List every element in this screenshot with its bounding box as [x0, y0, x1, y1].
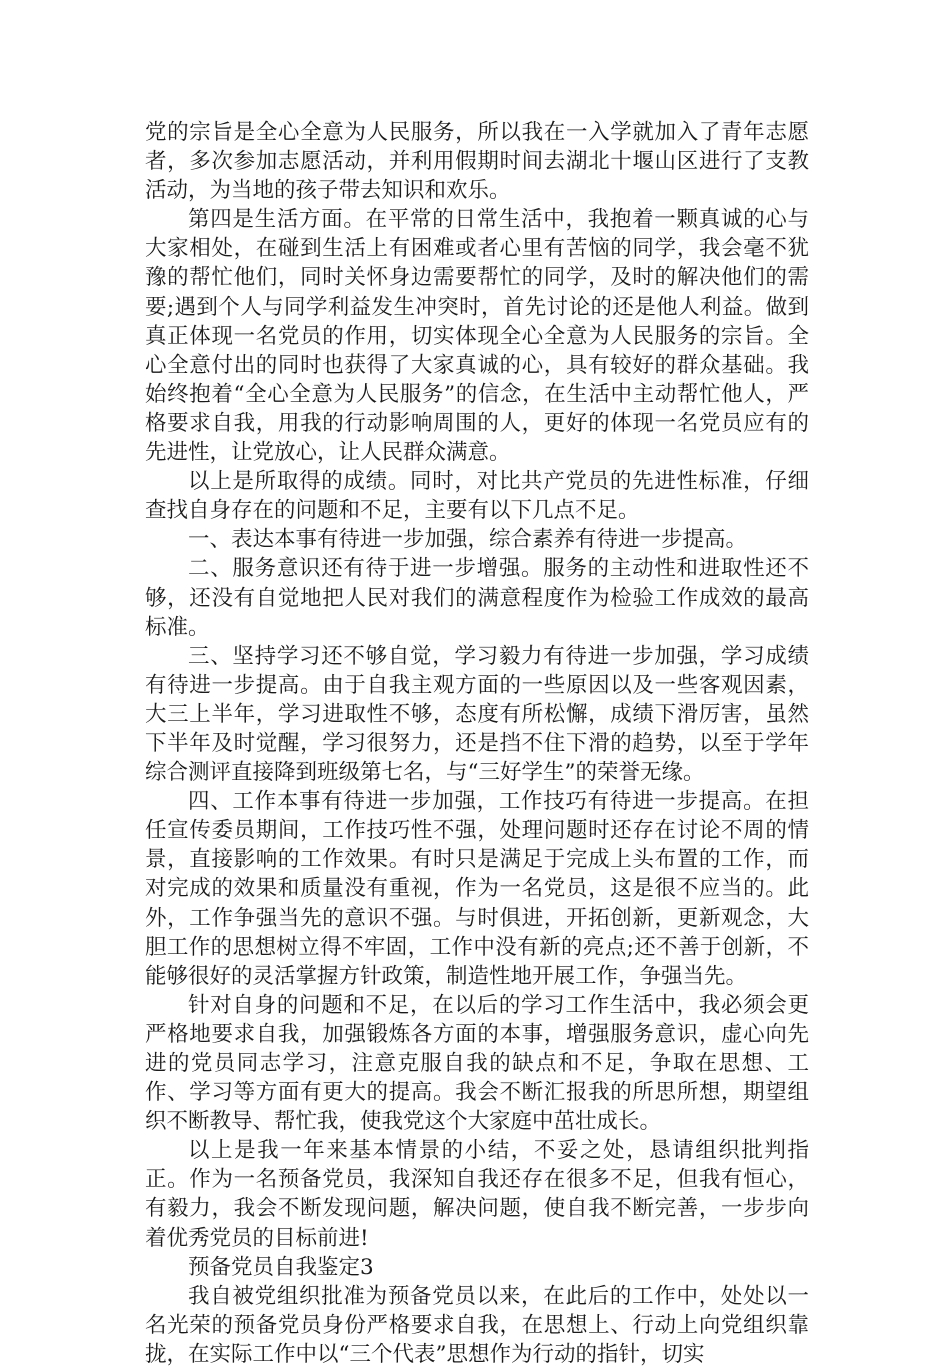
- section-title: 预备党员自我鉴定3: [188, 1254, 374, 1280]
- paragraph-life-aspect: 第四是生活方面。在平常的日常生活中，我抱着一颗真诚的心与大家相处，在碰到生活上有困难或者心里有苦恼的同学，我会毫不犹豫的帮忙他们，同时关怀身边需要帮忙的同学，及时的解决他们的需要;遇到个人与同学利益发生冲突时，首先讨论的还是他人利益。做到真正体现一名党员的作用，切实体现全心全意为人民服务的宗旨。全心全意付出的同时也获得了大家真诚的心，具有较好的群众基础。我始终抱着“全心全意为人民服务”的信念，在生活中主动帮忙他人，严格要求自我，用我的行动影响周围的人，更好的体现一名党员应有的先进性，让党放心，让人民群众满意。: [145, 207, 809, 466]
- paragraph-improvement-plan: 针对自身的问题和不足，在以后的学习工作生活中，我必须会更严格地要求自我，加强锻炼各方面的本事，增强服务意识，虚心向先进的党员同志学习，注意克服自我的缺点和不足，争取在思想、工作、学习等方面有更大的提高。我会不断汇报我的所思所想，期望组织不断教导、帮忙我，使我党这个大家庭中茁壮成长。: [145, 992, 809, 1135]
- paragraph-shortcoming-2: 二、服务意识还有待于进一步增强。服务的主动性和进取性还不够，还没有自觉地把人民对我们的满意程度作为检验工作成效的最高标准。: [145, 556, 809, 640]
- paragraph-achievements-summary: 以上是所取得的成绩。同时，对比共产党员的先进性标准，仔细查找自身存在的问题和不足，主要有以下几点不足。: [145, 469, 809, 524]
- paragraph-section-3-intro: 我自被党组织批准为预备党员以来，在此后的工作中，处处以一名光荣的预备党员身份严格要求自我，在思想上、行动上向党组织靠拢，在实际工作中以“三个代表”思想作为行动的指针，切实: [145, 1283, 809, 1367]
- paragraph-shortcoming-1: 一、表达本事有待进一步加强，综合素养有待进一步提高。: [188, 527, 748, 553]
- paragraph-shortcoming-3: 三、坚持学习还不够自觉，学习毅力有待进一步加强，学习成绩有待进一步提高。由于自我主观方面的一些原因以及一些客观因素，大三上半年，学习进取性不够，态度有所松懈，成绩下滑厉害，虽然下半年及时觉醒，学习很努力，还是挡不住下滑的趋势，以至于学年综合测评直接降到班级第七名，与“三好学生”的荣誉无缘。: [145, 643, 809, 786]
- paragraph-conclusion: 以上是我一年来基本情景的小结，不妥之处，恳请组织批判指正。作为一名预备党员，我深知自我还存在很多不足，但我有恒心，有毅力，我会不断发现问题，解决问题，使自我不断完善，一步步向着优秀党员的目标前进!: [145, 1138, 809, 1251]
- document-body: [145, 118, 809, 1369]
- paragraph-shortcoming-4: 四、工作本事有待进一步加强，工作技巧有待进一步提高。在担任宣传委员期间，工作技巧性不强，处理问题时还存在讨论不周的情景，直接影响的工作效果。有时只是满足于完成上头布置的工作，而对完成的效果和质量没有重视，作为一名党员，这是很不应当的。此外，工作争强当先的意识不强。与时俱进，开拓创新，更新观念，大胆工作的思想树立得不牢固，工作中没有新的亮点;还不善于创新，不能够很好的灵活掌握方针政策，制造性地开展工作，争强当先。: [145, 789, 809, 989]
- paragraph-continuation: 党的宗旨是全心全意为人民服务，所以我在一入学就加入了青年志愿者，多次参加志愿活动，并利用假期时间去湖北十堰山区进行了支教活动，为当地的孩子带去知识和欢乐。: [145, 120, 809, 204]
